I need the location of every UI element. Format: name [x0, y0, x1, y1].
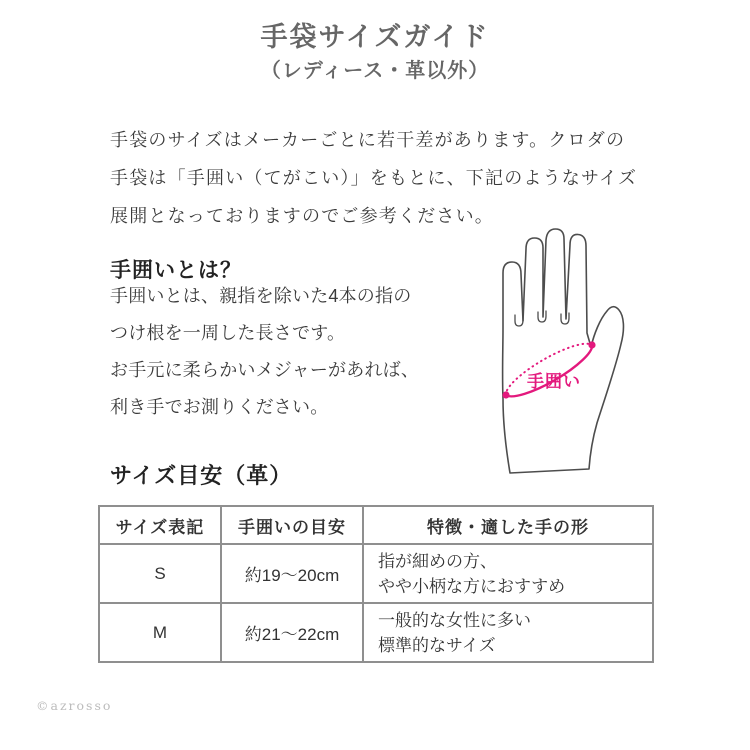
table-row-size-s: [99, 544, 653, 603]
size-cell: S: [99, 544, 221, 603]
hand-measure-heading: 手囲いとは？: [110, 259, 242, 282]
hand-outline-icon: [503, 229, 624, 473]
size-guide-heading: サイズ目安（革）: [110, 463, 293, 488]
feature-line: 指が細めの方、: [378, 551, 497, 571]
page-title: 手袋サイズガイド: [260, 22, 490, 52]
hand-measure-line: 手囲いとは、親指を除いた4本の指の: [110, 286, 412, 306]
circumference-cell: 約19〜20cm: [221, 544, 363, 603]
intro-line: 手袋のサイズはメーカーごとに若干差があります。クロダの: [110, 130, 626, 150]
hand-measure-line: つけ根を一周した長さです。: [110, 323, 346, 343]
measure-endpoint-dot: [502, 391, 509, 398]
column-header-features: 特徴・適した手の形: [363, 506, 653, 544]
measure-endpoint-dot: [588, 341, 595, 348]
hand-measure-line: お手元に柔らかいメジャーがあれば、: [110, 360, 420, 380]
size-table: [98, 505, 654, 663]
hand-measure-line: 利き手でお測りください。: [110, 397, 329, 417]
hand-measure-diagram-label: 手囲い: [527, 372, 581, 391]
intro-line: 手袋は「手囲い（てがこい）」をもとに、下記のようなサイズ: [110, 168, 638, 188]
intro-line: 展開となっておりますのでご参考ください。: [110, 206, 494, 226]
features-cell: [363, 603, 653, 662]
table-row-size-m: [99, 603, 653, 662]
column-header-size: サイズ表記: [99, 506, 221, 544]
page-header: [0, 20, 750, 85]
watermark: ©azrosso: [36, 698, 113, 713]
feature-line: 標準的なサイズ: [378, 635, 496, 655]
page-subtitle: （レディース・革以外）: [260, 60, 490, 82]
size-cell: M: [99, 603, 221, 662]
feature-line: 一般的な女性に多い: [378, 610, 531, 630]
features-cell: [363, 544, 653, 603]
size-table-header-row: [99, 506, 653, 544]
hand-measure-description: [110, 278, 470, 426]
intro-paragraph: [110, 121, 655, 235]
circumference-cell: 約21〜22cm: [221, 603, 363, 662]
feature-line: やや小柄な方におすすめ: [378, 576, 566, 596]
hand-diagram: [490, 221, 638, 483]
column-header-circumference: 手囲いの目安: [221, 506, 363, 544]
